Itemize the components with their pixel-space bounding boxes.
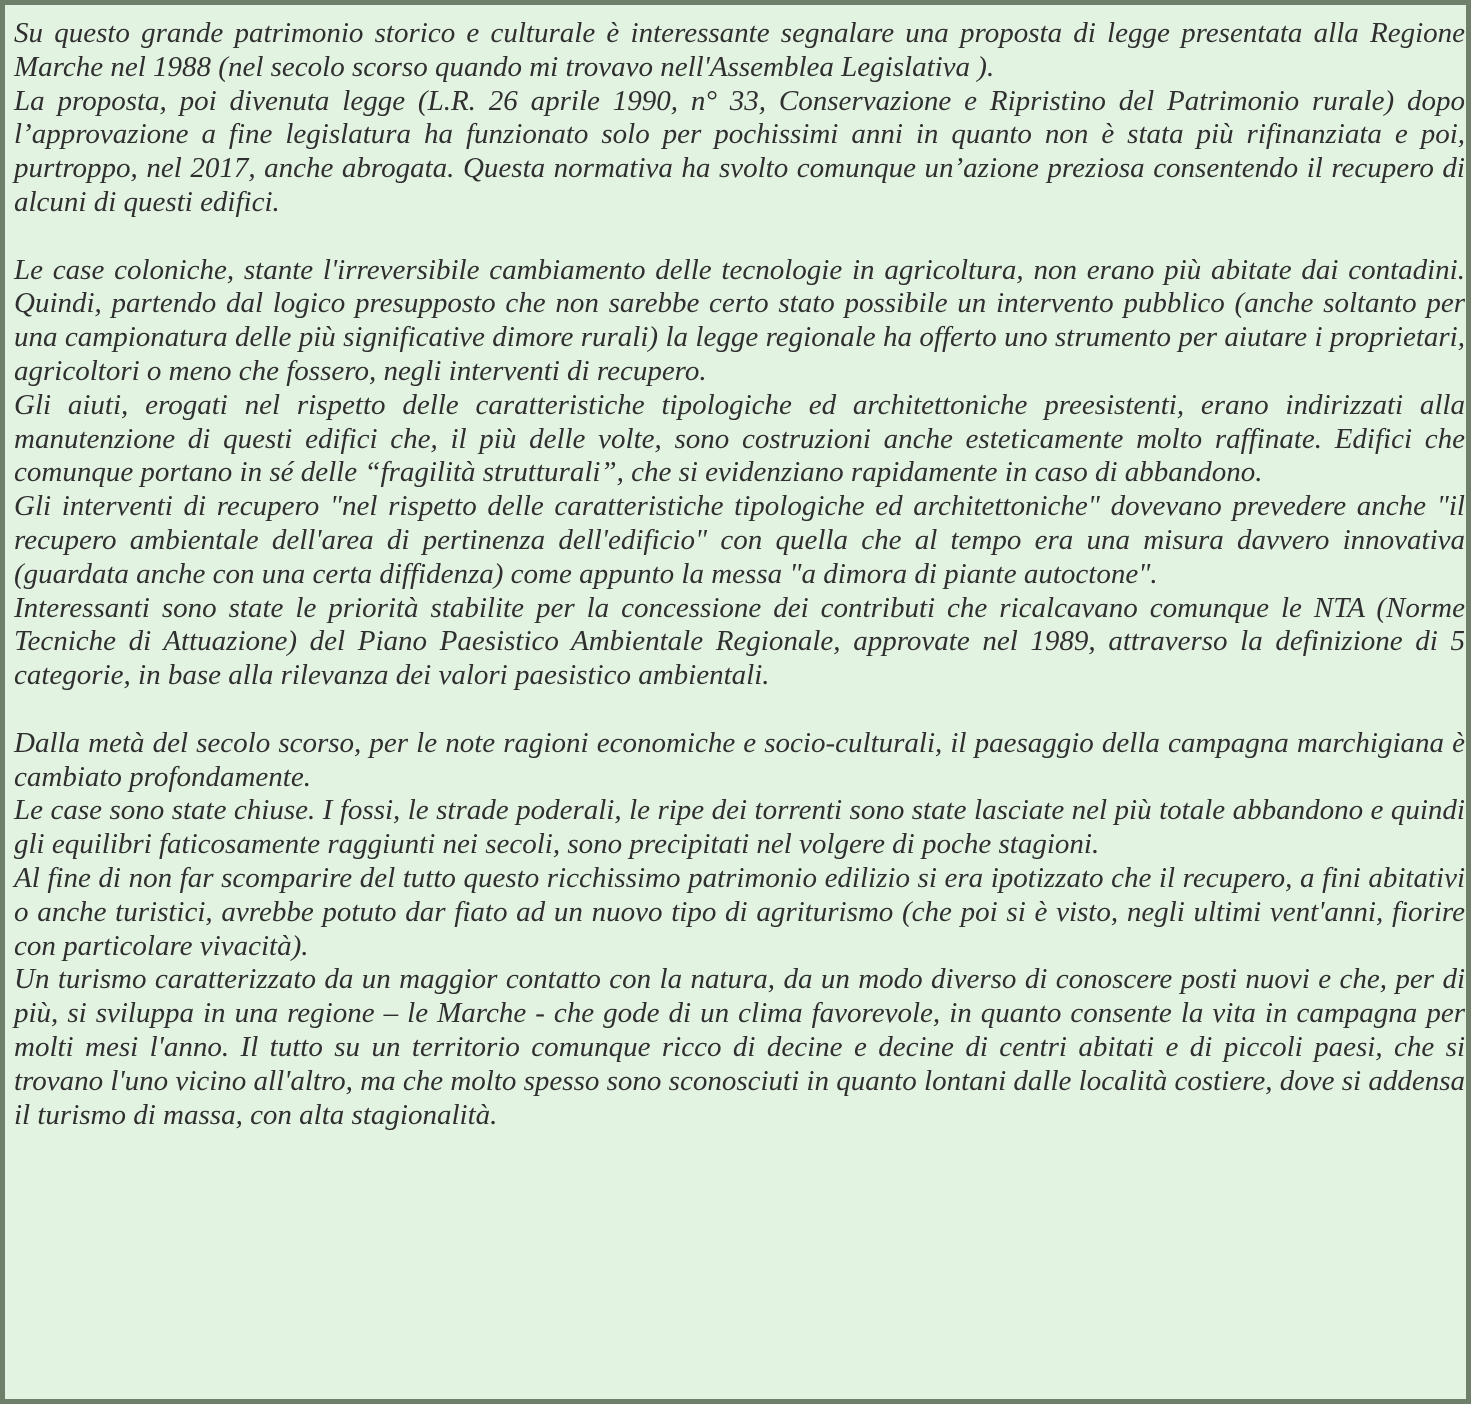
paragraph-spacer [14,693,1465,727]
paragraph-abandonment: Le case sono state chiuse. I fossi, le strade poderali, le ripe dei torrenti sono state lasciate nel più totale abbandono e quindi gli equilibri faticosamente raggiunti nei secoli, sono precipitati nel volgere di poche stagioni. [14,794,1465,861]
document-body [14,17,1465,1132]
paragraph-farmhouses: Le case coloniche, stante l'irreversibile cambiamento delle tecnologie in agricoltura, non erano più abitate dai contadini. Quindi, partendo dal logico presupposto che non sarebbe certo stato possibile un intervento pubblico (anche soltanto per una campionatura delle più significative dimore rurali) la legge regionale ha offerto uno strumento per aiutare i proprietari, agricoltori o meno che fossero, negli interventi di recupero. [14,253,1465,387]
paragraph-agritourism: Al fine di non far scomparire del tutto questo ricchissimo patrimonio edilizio si era ipotizzato che il recupero, a fini abitativi o anche turistici, avrebbe potuto dar fiato ad un nuovo tipo di agriturismo (che poi si è visto, negli ultimi vent'anni, fiorire con particolare vivacità). [14,861,1465,962]
paragraph-proposal-intro: Su questo grande patrimonio storico e culturale è interessante segnalare una proposta di legge presentata alla Regione Marche nel 1988 (nel secolo scorso quando mi trovavo nell'Assemblea Legislativa ). [14,17,1465,83]
paragraph-landscape-change: Dalla metà del secolo scorso, per le note ragioni economiche e socio-culturali, il paesaggio della campagna marchigiana è cambiato profondamente. [14,726,1465,793]
paragraph-aid: Gli aiuti, erogati nel rispetto delle caratteristiche tipologiche ed architettoniche preesistenti, erano indirizzati alla manutenzione di questi edifici che, il più delle volte, sono costruzioni anche esteticamente molto raffinate. Edifici che comunque portano in sé delle “fragilità strutturali”, che si evidenziano rapidamente in caso di abbandono. [14,388,1465,489]
paragraph-recovery-interventions: Gli interventi di recupero "nel rispetto delle caratteristiche tipologiche ed architettoniche" dovevano prevedere anche "il recupero ambientale dell'area di pertinenza dell'edificio" con quella che al tempo era una misura davvero innovativa (guardata anche con una certa diffidenza) come appunto la messa "a dimora di piante autoctone". [14,490,1465,590]
paragraph-priorities: Interessanti sono state le priorità stabilite per la concessione dei contributi che ricalcavano comunque le NTA (Norme Tecniche di Attuazione) del Piano Paesistico Ambientale Regionale, approvate nel 1989, attraverso la definizione di 5 categorie, in base alla rilevanza dei valori paesistico ambientali. [14,591,1465,692]
paragraph-spacer [14,220,1465,254]
paragraph-regional-law: La proposta, poi divenuta legge (L.R. 26 aprile 1990, n° 33, Conservazione e Ripristino del Patrimonio rurale) dopo l’approvazione a fine legislatura ha funzionato solo per pochissimi anni in quanto non è stata più rifinanziata e poi, purtroppo, nel 2017, anche abrogata. Questa normativa ha svolto comunque un’azione preziosa consentendo il recupero di alcuni di questi edifici. [14,84,1465,218]
paragraph-tourism: Un turismo caratterizzato da un maggior contatto con la natura, da un modo diverso di conoscere posti nuovi e che, per di più, si sviluppa in una regione – le Marche - che gode di un clima favorevole, in quanto consente la vita in campagna per molti mesi l'anno. Il tutto su un territorio comunque ricco di decine e decine di centri abitati e di piccoli paesi, che si trovano l'uno vicino all'altro, ma che molto spesso sono sconosciuti in quanto lontani dalle località costiere, dove si addensa il turismo di massa, con alta stagionalità. [14,963,1465,1131]
